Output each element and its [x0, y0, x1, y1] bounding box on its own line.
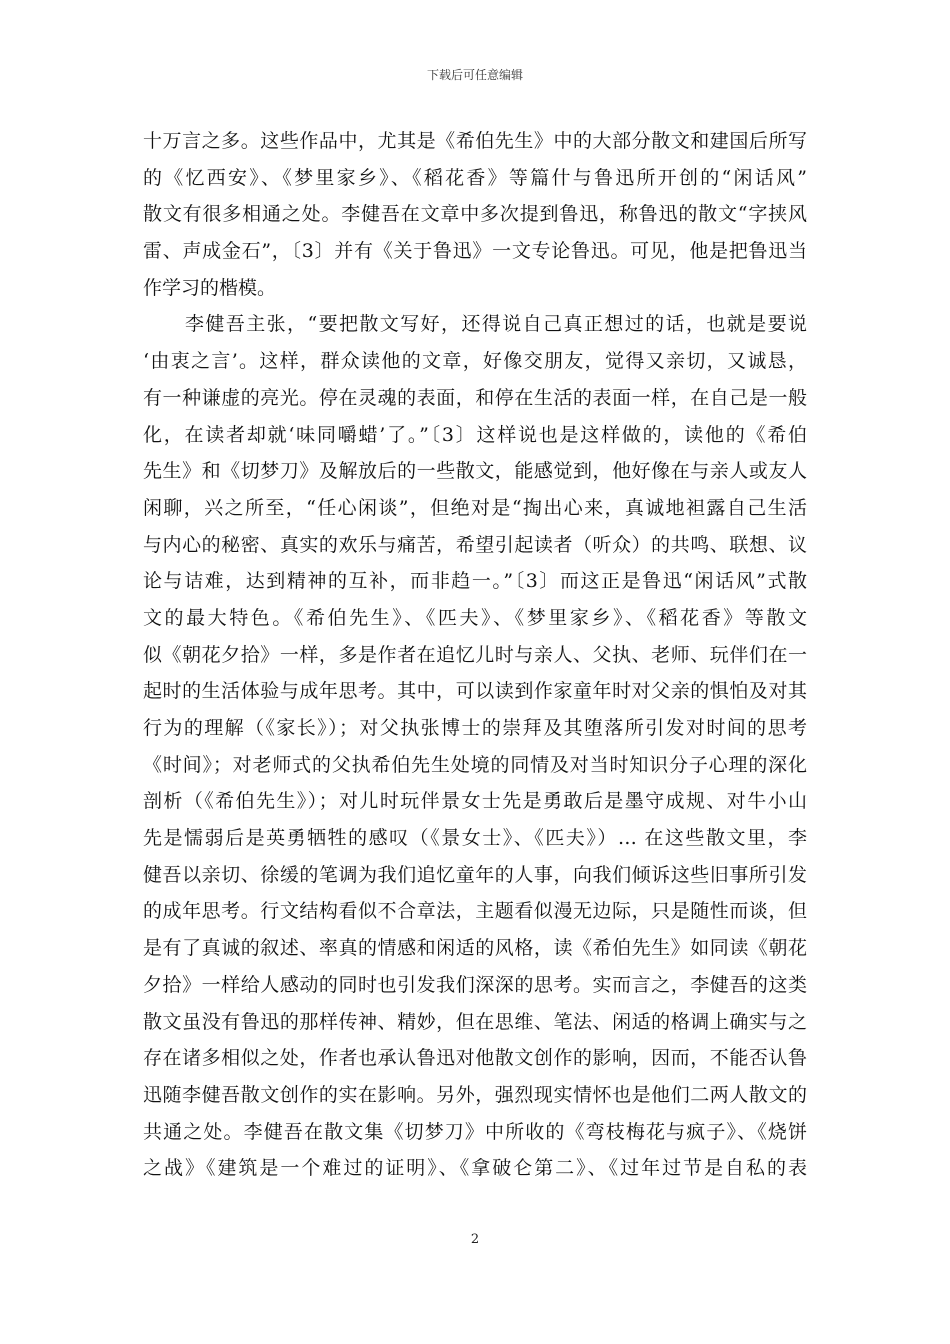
text-line: 先生》和《切梦刀》及解放后的一些散文，能感觉到，他好像在与亲人或友人 — [143, 460, 807, 483]
text-line: 剖析（《希伯先生》）；对儿时玩伴景女士先是勇敢后是墨守成规、对牛小山 — [143, 790, 807, 813]
document-body — [143, 123, 807, 1187]
text-line: 迅随李健吾散文创作的实在影响。另外，强烈现实情怀也是他们二两人散文的 — [143, 1083, 807, 1106]
text-line: 起时的生活体验与成年思考。其中，可以读到作家童年时对父亲的惧怕及对其 — [143, 680, 807, 703]
paragraph-1 — [143, 123, 807, 306]
text-line: 行为的理解（《家长》）；对父执张博士的崇拜及其堕落所引发对时间的思考 — [143, 717, 807, 739]
text-line: 论与诘难，达到精神的互补，而非趋一。”〔3〕而这正是鲁迅“闲话风”式散 — [143, 570, 807, 593]
text-line: 与内心的秘密、真实的欢乐与痛苦，希望引起读者（听众）的共鸣、联想、议 — [143, 533, 807, 556]
text-line: 有一种谦虚的亮光。停在灵魂的表面，和停在生活的表面一样，在自己是一般 — [143, 386, 807, 409]
text-line: 十万言之多。这些作品中，尤其是《希伯先生》中的大部分散文和建国后所写 — [143, 130, 807, 152]
text-line: 似《朝花夕拾》一样，多是作者在追忆儿时与亲人、父执、老师、玩伴们在一 — [143, 643, 807, 666]
text-line: 之战》《建筑是一个难过的证明》、《拿破仑第二》、《过年过节是自私的表 — [143, 1157, 807, 1180]
text-line: ‘由衷之言’。这样，群众读他的文章，好像交朋友，觉得又亲切，又诚恳， — [143, 350, 807, 373]
text-line: 雷、声成金石”，〔3〕并有《关于鲁迅》一文专论鲁迅。可见，他是把鲁迅当 — [143, 240, 807, 263]
text-line: 散文虽没有鲁迅的那样传神、精妙，但在思维、笔法、闲适的格调上确实与之 — [143, 1010, 807, 1033]
text-line: 的成年思考。行文结构看似不合章法，主题看似漫无边际，只是随性而谈，但 — [143, 900, 807, 923]
page-header: 下载后可任意编辑 — [426, 68, 523, 82]
text-line: 化，在读者却就‘味同嚼蜡’了。”〔3〕这样说也是这样做的，读他的《希伯 — [143, 423, 807, 446]
text-line: 的《忆西安》、《梦里家乡》、《稻花香》等篇什与鲁迅所开创的“闲话风” — [143, 166, 807, 189]
text-line: 作学习的楷模。 — [143, 276, 277, 299]
text-line: 闲聊，兴之所至，“任心闲谈”，但绝对是“掏出心来，真诚地袒露自己生活 — [143, 496, 807, 519]
paragraph-2 — [143, 306, 807, 1187]
text-line: 先是懦弱后是英勇牺牲的感叹（《景女士》、《匹夫》）… 在这些散文里，李 — [143, 827, 807, 850]
text-line: 《时间》；对老师式的父执希伯先生处境的同情及对当时知识分子心理的深化 — [143, 753, 807, 776]
text-line: 共通之处。李健吾在散文集《切梦刀》中所收的《弯枝梅花与疯子》、《烧饼 — [143, 1120, 807, 1143]
text-line: 李健吾主张，“要把散文写好，还得说自己真正想过的话，也就是要说 — [185, 313, 807, 336]
page-number: 2 — [470, 1232, 480, 1247]
text-line: 健吾以亲切、徐缓的笔调为我们追忆童年的人事，向我们倾诉这些旧事所引发 — [143, 863, 807, 886]
text-line: 是有了真诚的叙述、率真的情感和闲适的风格，读《希伯先生》如同读《朝花 — [143, 937, 807, 960]
text-line: 存在诸多相似之处，作者也承认鲁迅对他散文创作的影响，因而，不能否认鲁 — [143, 1047, 807, 1070]
text-line: 文的最大特色。《希伯先生》、《匹夫》、《梦里家乡》、《稻花香》等散文 — [143, 606, 807, 629]
text-line: 散文有很多相通之处。李健吾在文章中多次提到鲁迅，称鲁迅的散文“字挟风 — [143, 203, 807, 226]
text-line: 夕拾》一样给人感动的同时也引发我们深深的思考。实而言之，李健吾的这类 — [143, 973, 807, 996]
